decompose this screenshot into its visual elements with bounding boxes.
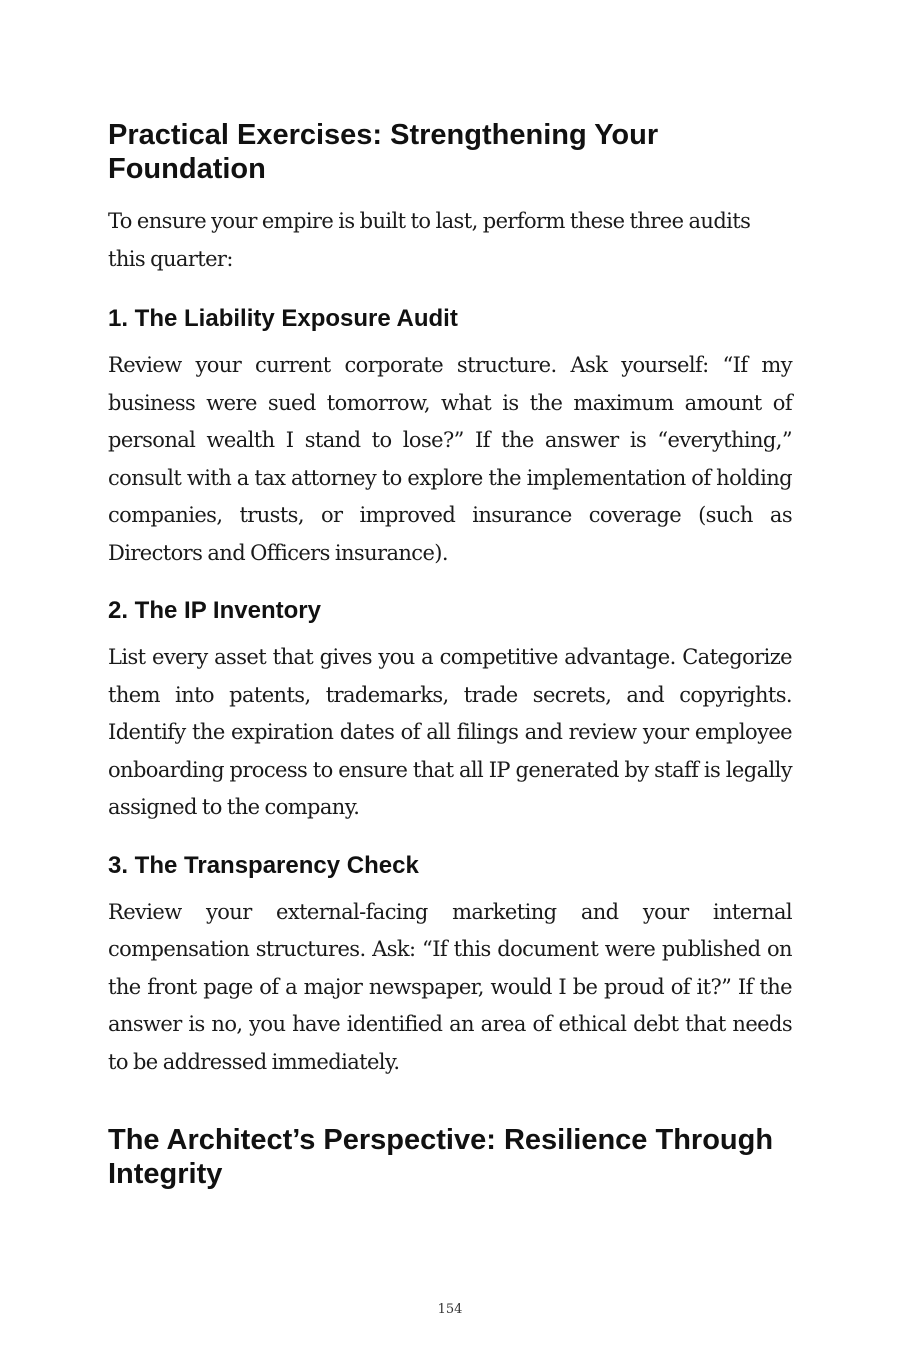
intro-paragraph: To ensure your empire is built to last, perform these three audits this quarter:	[108, 209, 751, 271]
section-heading-practical-exercises: Practical Exercises: Strengthening Your Foundation	[108, 119, 659, 185]
section-heading-architects-perspective: The Architect’s Perspective: Resilience Through Integrity	[108, 1124, 774, 1190]
page-number: 154	[437, 1302, 463, 1317]
paragraph-transparency-check: Review your external-facing marketing and your internal compensation structures. Ask: “If this document were published on the front page of a major newspaper, would I be proud of it?” If the answer is no, you have identified an area of ethical debt that needs to be addressed immediately.	[108, 899, 792, 1074]
subheading-transparency-check: 3. The Transparency Check	[108, 851, 419, 879]
paragraph-liability-audit: Review your current corporate structure. Ask yourself: “If my business were sued tomorrow, what is the maximum amount of personal wealth I stand to lose?” If the answer is “everything,” consult with a tax attorney to explore the implementation of holding companies, trusts, or improved insurance coverage (such as Directors and Officers insurance).	[108, 353, 792, 565]
paragraph-ip-inventory: List every asset that gives you a competitive advantage. Categorize them into patents, trademarks, trade secrets, and copyrights. Identify the expiration dates of all filings and review your employee onboarding process to ensure that all IP generated by staff is legally assigned to the company.	[108, 645, 792, 819]
subheading-liability-audit: 1. The Liability Exposure Audit	[108, 305, 458, 332]
page-content	[108, 0, 792, 1191]
subheading-ip-inventory: 2. The IP Inventory	[108, 597, 321, 624]
